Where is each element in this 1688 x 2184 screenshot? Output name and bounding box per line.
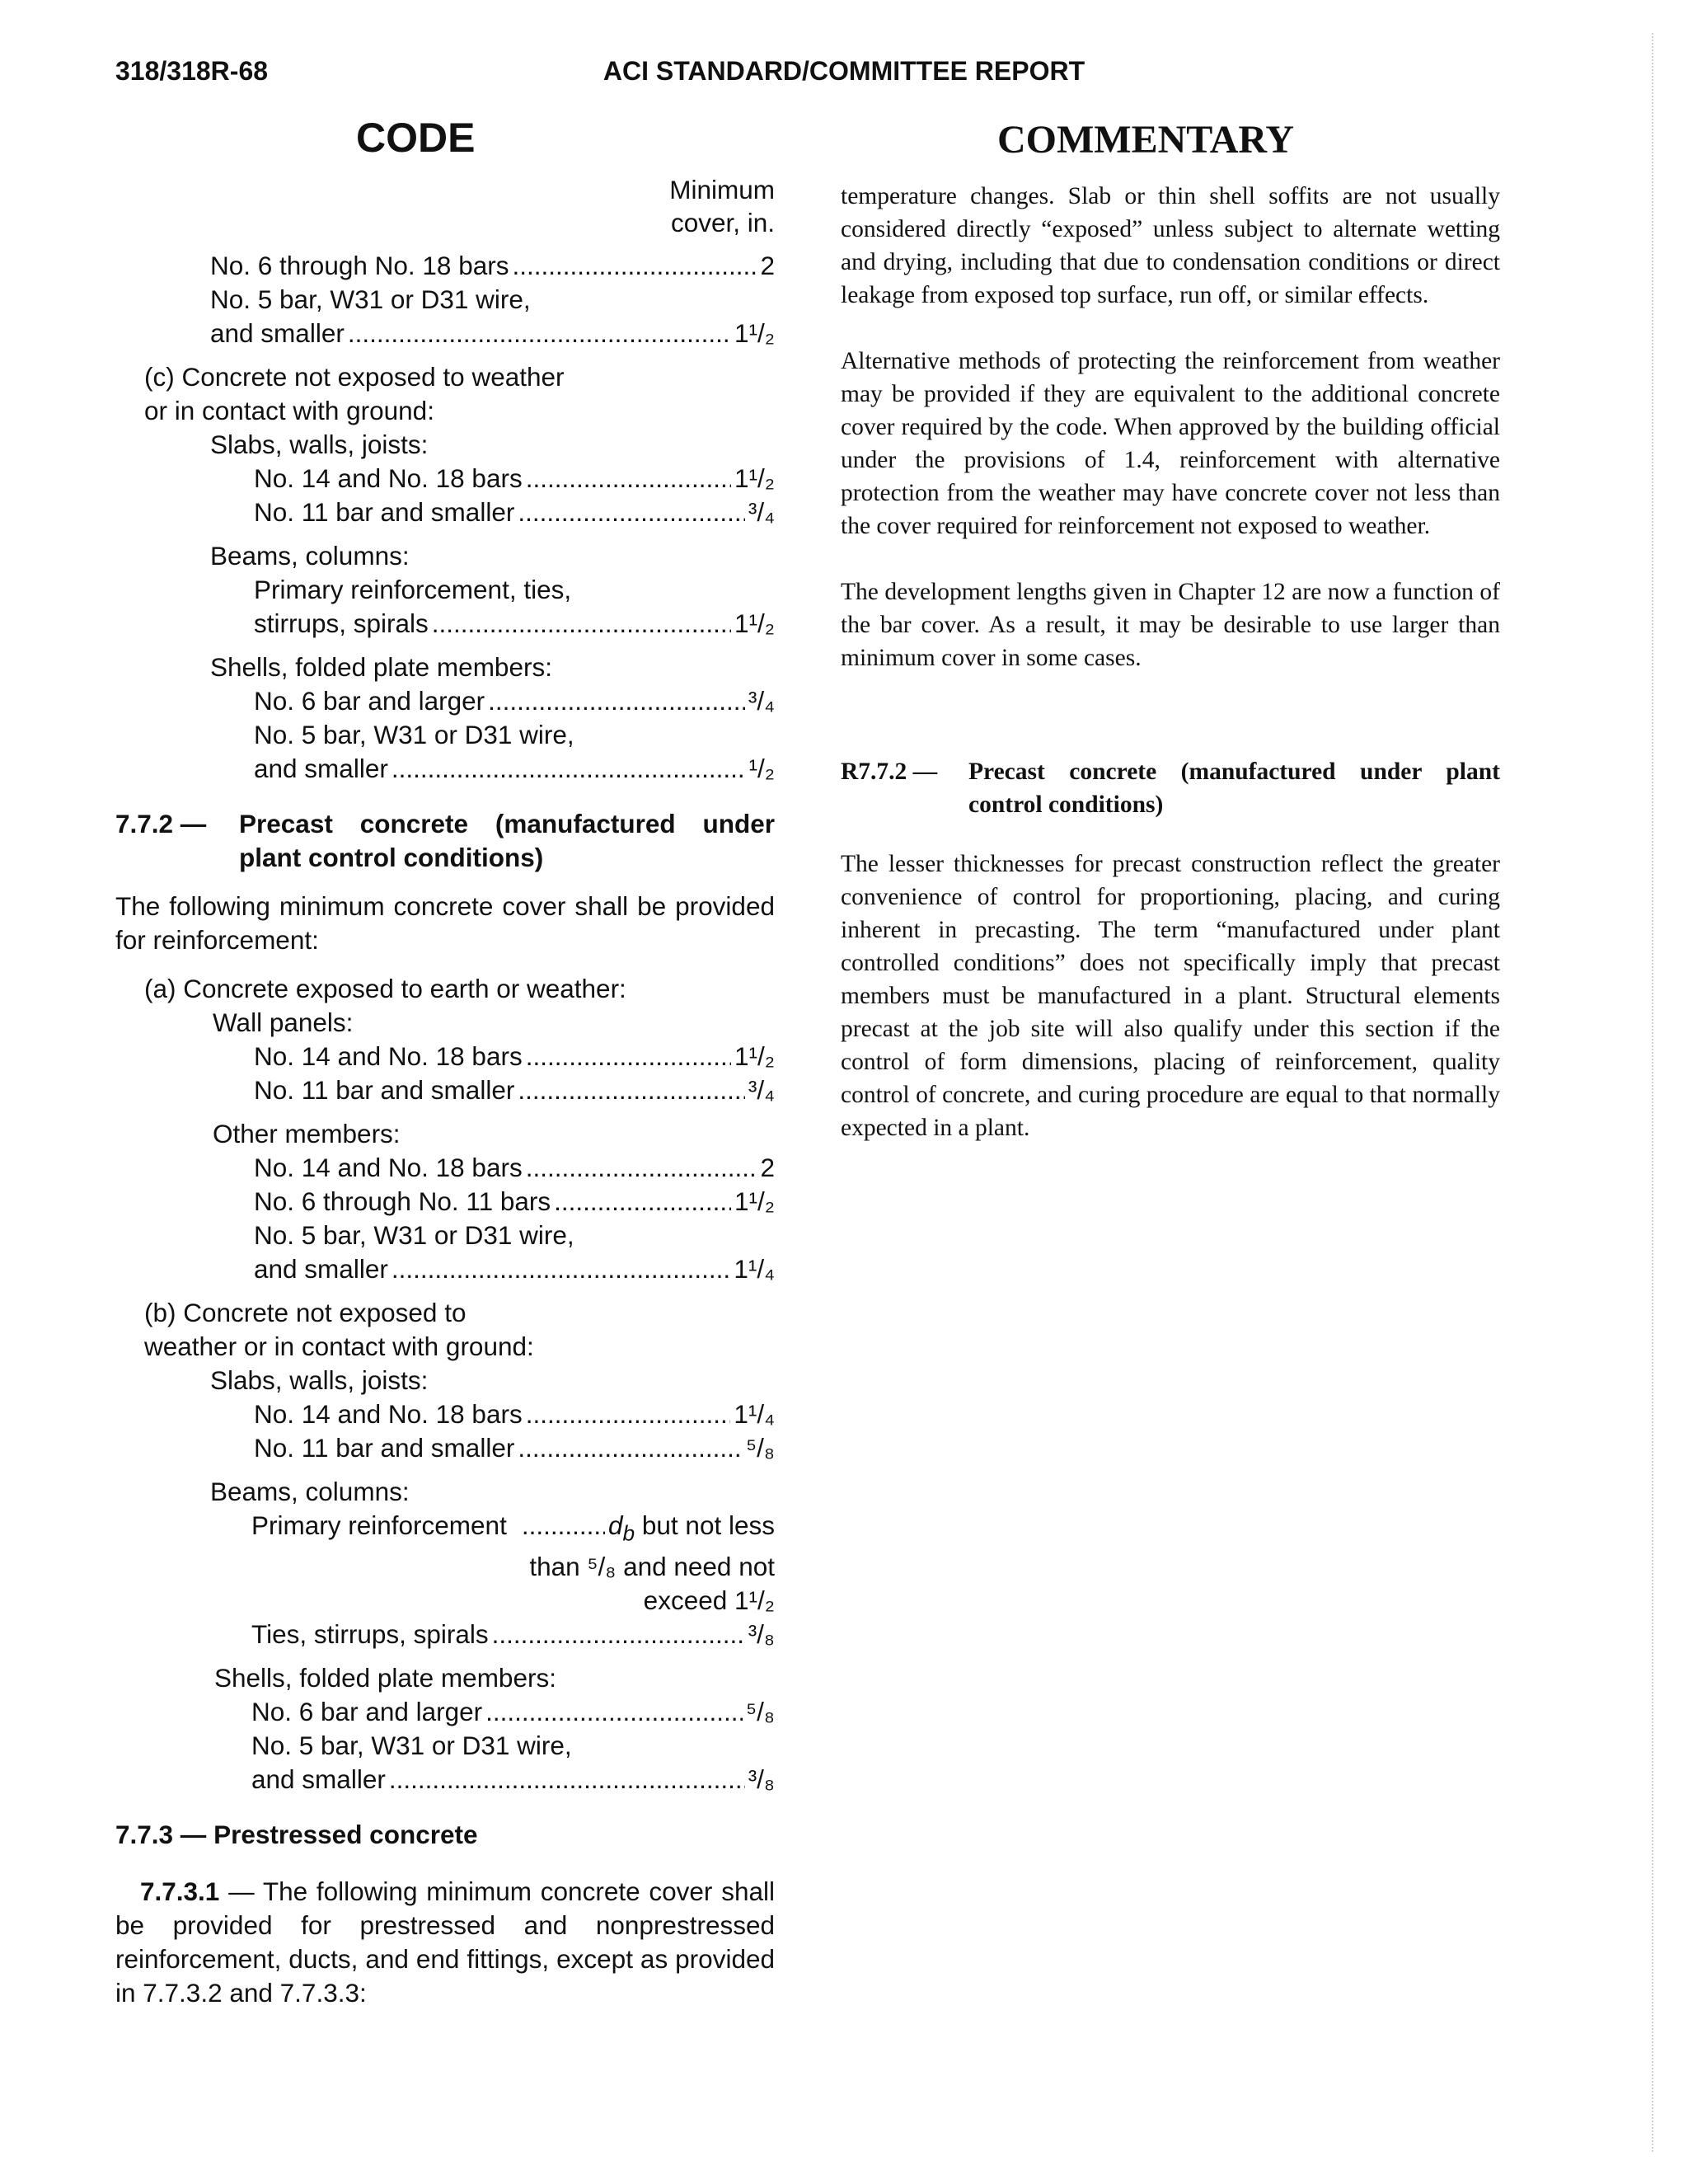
dot-leader: [389, 1763, 745, 1797]
dot-leader: [392, 752, 746, 786]
cover-row-label: No. 14 and No. 18 bars: [254, 1399, 523, 1429]
section-heading-7-7-3: 7.7.3 — Prestressed concrete: [115, 1820, 478, 1850]
commentary-paragraph: The development lengths given in Chapter 12 are now a function of the bar cover. As a result, it may be desirable to use larger than minimum cover in some cases.: [841, 579, 1500, 671]
code-column-title: CODE: [356, 115, 476, 161]
member-type-label: Slabs, walls, joists:: [210, 1365, 429, 1395]
cover-row-label: Primary reinforcement: [251, 1510, 507, 1540]
cover-row: [115, 1073, 775, 1107]
cover-row-value: ³/₈: [748, 1619, 775, 1650]
dot-leader: [518, 1431, 743, 1465]
cover-row-label: No. 6 through No. 11 bars: [254, 1186, 551, 1216]
min-cover-heading: [115, 173, 775, 239]
dot-leader: [526, 462, 731, 496]
member-type-label: Slabs, walls, joists:: [210, 430, 429, 459]
section-number: 7.7.3.1: [140, 1876, 220, 1907]
cover-row-value: 1¹/₄: [734, 1399, 775, 1429]
member-type-label: Wall panels:: [213, 1007, 354, 1037]
category-heading: (a) Concrete exposed to earth or weather:: [144, 974, 626, 1003]
cover-row-value: 1¹/₄: [734, 1254, 775, 1284]
cover-row: [115, 496, 775, 529]
cover-row-label: No. 5 bar, W31 or D31 wire,: [251, 1731, 572, 1761]
member-type-label: Shells, folded plate members:: [214, 1663, 556, 1693]
cover-row-value: ³/₄: [748, 1075, 775, 1105]
category-heading: (c) Concrete not exposed to weather: [144, 362, 565, 392]
dot-leader: [392, 1252, 731, 1286]
commentary-column-title: COMMENTARY: [997, 118, 1295, 162]
dot-leader: [432, 607, 731, 641]
commentary-paragraph: Alternative methods of protecting the reinforcement from weather may be provided if they are equivalent to the additional concrete cover required by the code. When approved by the building official under the provisions of 1.4, reinforcement with alternative protection from the weather may have concrete cover not less than the cover required for reinforcement not exposed to weather.: [841, 348, 1500, 539]
cover-row: [115, 1763, 775, 1797]
cover-row-label: Primary reinforcement, ties,: [254, 575, 572, 604]
cover-row: [115, 1397, 775, 1431]
cover-row-value: 1¹/₂: [734, 318, 775, 348]
cover-row-value: ⁵/₈: [746, 1697, 775, 1727]
dot-leader: [526, 1397, 731, 1431]
cover-row: [115, 1252, 775, 1286]
dot-leader: [522, 1509, 605, 1543]
code-column: [115, 173, 775, 2010]
cover-row-label: stirrups, spirals: [254, 608, 429, 638]
member-type-label: Shells, folded plate members:: [210, 652, 552, 682]
cover-row-value-continuation: exceed 1¹/₂: [643, 1585, 775, 1616]
cover-row: [115, 1185, 775, 1219]
cover-row-value: 1¹/₂: [734, 463, 775, 493]
cover-row: [115, 462, 775, 496]
cover-row: [115, 1695, 775, 1729]
section-title: Precast concrete (manufactured under plant control conditions): [239, 809, 775, 872]
dot-leader: [554, 1185, 731, 1219]
cover-row-label: and smaller: [254, 1254, 388, 1284]
section-heading-7-7-2: [115, 807, 775, 875]
category-heading: weather or in contact with ground:: [144, 1332, 534, 1361]
cover-row-value-text: but not less: [635, 1510, 775, 1540]
commentary-paragraph: temperature changes. Slab or thin shell soffits are not usually considered directly “exposed” unless subject to alternate wetting and drying, including that due to condensation conditions or direct leakage from exposed top surface, run off, or similar effects.: [841, 183, 1500, 308]
cover-row-label: and smaller: [210, 318, 345, 348]
cover-row-value: ³/₄: [748, 686, 775, 716]
cover-row-label: and smaller: [254, 754, 388, 783]
cover-row-value: 1¹/₂: [734, 608, 775, 638]
cover-row-label: No. 14 and No. 18 bars: [254, 1153, 523, 1182]
cover-row-value: 1¹/₂: [734, 1186, 775, 1216]
cover-row: [115, 249, 775, 283]
cover-row-value: 2: [760, 1153, 775, 1182]
dot-leader: [518, 1073, 745, 1107]
category-heading: or in contact with ground:: [144, 396, 434, 425]
section-number: 7.7.2 —: [115, 809, 207, 838]
cover-row: [115, 1151, 775, 1185]
cover-row: [115, 684, 775, 718]
dot-leader: [492, 1618, 745, 1651]
cover-row-label: No. 11 bar and smaller: [254, 1075, 515, 1105]
bar-diameter-subscript: b: [622, 1520, 635, 1546]
cover-row-value: ¹/₂: [748, 754, 775, 783]
cover-row: [115, 607, 775, 641]
member-type-label: Beams, columns:: [210, 541, 410, 571]
commentary-section-heading-r7-7-2: [841, 755, 1500, 821]
min-cover-heading-line2: cover, in.: [670, 208, 775, 237]
cover-row-label: No. 5 bar, W31 or D31 wire,: [254, 1220, 574, 1250]
cover-row-label: No. 14 and No. 18 bars: [254, 1041, 523, 1071]
dot-leader: [488, 684, 745, 718]
cover-row-value: ³/₈: [748, 1764, 775, 1795]
cover-row-label: No. 11 bar and smaller: [254, 497, 515, 527]
scan-edge-line: [1652, 33, 1653, 2152]
cover-row-value: 1¹/₂: [734, 1041, 775, 1071]
cover-row-label: No. 6 bar and larger: [251, 1697, 483, 1727]
cover-row: [115, 1431, 775, 1465]
section-title: Precast concrete (manufactured under plant control conditions): [968, 759, 1500, 818]
commentary-column: [841, 180, 1500, 1144]
commentary-paragraph: The lesser thicknesses for precast construction reflect the greater convenience of control for proportioning, placing, and curing inherent in precasting. The term “manufactured under plant controlled conditions” does not specifically imply that precast members must be manufactured in a plant. Structural elements precast at the job site will also qualify under this section if the control of form dimensions, placing of reinforcement, quality control of concrete, and curing procedure are equal to that normally expected in a plant.: [841, 851, 1500, 1141]
member-type-label: Other members:: [213, 1119, 401, 1148]
cover-row-label: No. 6 through No. 18 bars: [210, 251, 509, 280]
section-paragraph: The following minimum concrete cover shall be provided for reinforcement:: [115, 891, 775, 955]
category-heading: (b) Concrete not exposed to: [144, 1298, 467, 1327]
cover-row-value: 2: [760, 251, 775, 280]
running-header: ACI STANDARD/COMMITTEE REPORT: [603, 56, 1085, 86]
dot-leader: [348, 317, 731, 350]
dot-leader: [518, 496, 745, 529]
section-paragraph-text: — The following minimum concrete cover shall be provided for prestressed and nonprestressed reinforcement, ducts, and end fittings, except as provided in 7.7.3.2 and 7.7.3.3:: [115, 1876, 775, 2008]
cover-row-label: No. 6 bar and larger: [254, 686, 485, 716]
cover-row: [115, 1618, 775, 1651]
dot-leader: [512, 249, 757, 283]
cover-row: [115, 1509, 775, 1550]
bar-diameter-symbol: d: [608, 1510, 623, 1540]
min-cover-heading-line1: Minimum: [669, 175, 775, 204]
cover-row-label: Ties, stirrups, spirals: [251, 1619, 489, 1650]
dot-leader: [485, 1695, 743, 1729]
page-number-header: 318/318R-68: [115, 56, 269, 86]
cover-row: [115, 752, 775, 786]
cover-row: [115, 317, 775, 350]
cover-row-value-continuation: than ⁵/₈ and need not: [529, 1552, 775, 1582]
cover-row-label: No. 11 bar and smaller: [254, 1433, 515, 1463]
cover-row: [115, 1040, 775, 1073]
dot-leader: [526, 1040, 731, 1073]
cover-row-label: No. 5 bar, W31 or D31 wire,: [210, 284, 531, 314]
section-paragraph-7-7-3-1: [115, 1875, 775, 2010]
cover-row-label: No. 5 bar, W31 or D31 wire,: [254, 720, 574, 749]
cover-row-label: No. 14 and No. 18 bars: [254, 463, 523, 493]
cover-row-value: [608, 1509, 775, 1550]
cover-row-value: ³/₄: [748, 497, 775, 527]
cover-row-value: ⁵/₈: [746, 1433, 775, 1463]
cover-row-label: and smaller: [251, 1764, 386, 1795]
dot-leader: [526, 1151, 757, 1185]
member-type-label: Beams, columns:: [210, 1477, 410, 1506]
section-number: R7.7.2 —: [841, 759, 938, 785]
